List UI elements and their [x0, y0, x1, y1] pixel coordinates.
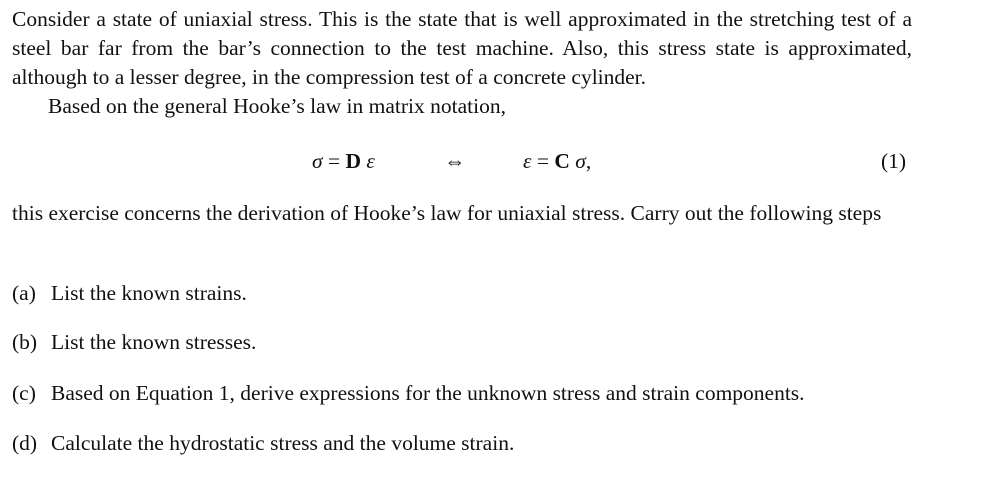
sigma-symbol-right: σ	[575, 149, 586, 173]
list-item-label: (c)	[12, 381, 36, 405]
equivalence-arrow: ⇔	[444, 149, 466, 173]
list-item	[12, 279, 932, 308]
task-paragraph: this exercise concerns the derivation of Hooke’s law for uniaxial stress. Carry out the following steps	[12, 201, 882, 225]
hookes-law-equation	[0, 146, 1001, 176]
intro-paragraph: Consider a state of uniaxial stress. This is the state that is well approximated in the stretching test of a steel bar far from the bar’s connection to the test machine. Also, this stress state is approximated, although to a lesser degree, in the compression test of a concrete cylinder.	[12, 7, 912, 89]
epsilon-symbol: ε	[366, 149, 375, 173]
list-item-text: List the known stresses.	[51, 330, 257, 354]
list-item	[12, 328, 932, 357]
list-item-text: Calculate the hydrostatic stress and the volume strain.	[51, 431, 515, 455]
epsilon-symbol-right: ε	[523, 149, 532, 173]
stiffness-matrix-symbol: D	[345, 149, 362, 173]
lead-in-paragraph: Based on the general Hooke’s law in matrix notation,	[48, 94, 506, 118]
equals-sign: =	[322, 149, 346, 173]
sigma-symbol: σ	[312, 149, 323, 173]
equation-left-side	[312, 146, 375, 176]
compliance-matrix-symbol: C	[554, 149, 570, 173]
list-item-text: List the known strains.	[51, 281, 247, 305]
list-item	[12, 379, 932, 408]
equation-right-side	[523, 146, 591, 176]
equation-comma: ,	[585, 149, 592, 173]
list-item	[12, 429, 932, 458]
list-item-label: (d)	[12, 431, 38, 455]
list-item-text: Based on Equation 1, derive expressions for the unknown stress and strain components.	[51, 381, 805, 405]
equals-sign-right: =	[531, 149, 555, 173]
equation-number: (1)	[881, 149, 907, 173]
list-item-label: (a)	[12, 281, 36, 305]
list-item-label: (b)	[12, 330, 38, 354]
